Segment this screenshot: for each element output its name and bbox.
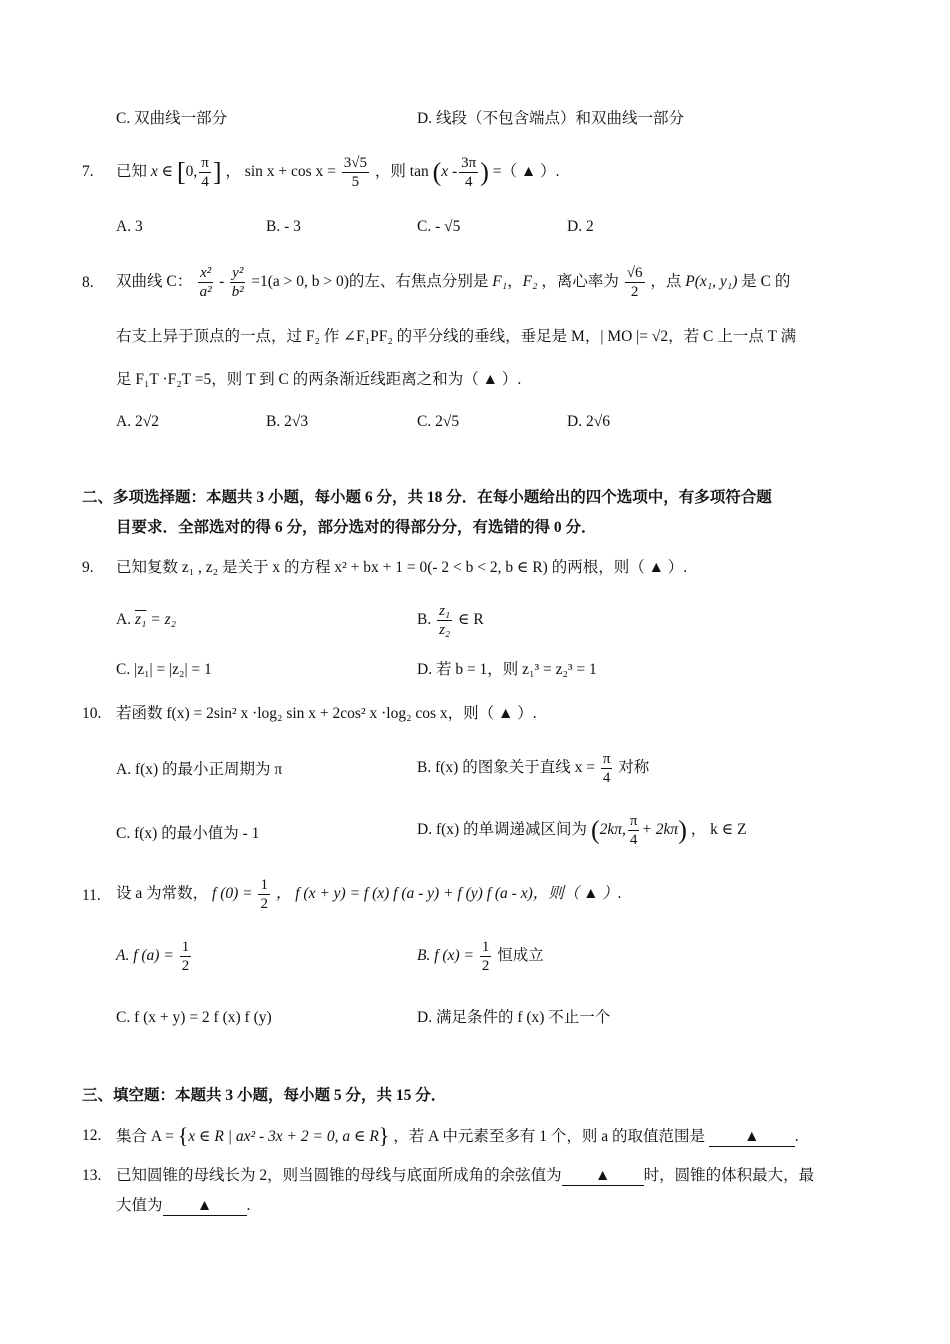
q10-option-d: D. f(x) 的单调递减区间为 (2kπ, $\frac{\pi}{4}$ + 2kπ) ， k ∈ Z (417, 812, 747, 848)
q11-option-a: A. f (a) = $\frac{1}{2}$ (116, 938, 190, 974)
q6-option-d: D. 线段（不包含端点）和双曲线一部分 (417, 110, 684, 127)
section3-heading: 三、填空题：本题共 3 小题，每小题 5 分，共 15 分． (82, 1087, 447, 1104)
q7-option-d: D. 2 (567, 218, 594, 235)
q13-answer-blank-1[interactable]: ▲ (562, 1167, 644, 1186)
q12-number: 12. (82, 1127, 102, 1144)
q8-option-c: C. 2√5 (417, 413, 460, 430)
q6-option-c: C. 双曲线一部分 (116, 110, 228, 127)
q12-stem: 集合 A = {x ∈ R | ax² - 3x + 2 = 0, a ∈ R} ，若 A 中元素至多有 1 个，则 a 的取值范围是 ▲ . (116, 1123, 799, 1148)
q10-option-b: B. f(x) 的图象关于直线 x = $\frac{\pi}{4}$ 对称 (417, 750, 650, 786)
q8-number: 8. (82, 274, 94, 291)
q11-option-d: D. 满足条件的 f (x) 不止一个 (417, 1009, 611, 1026)
q7-option-b: B. - 3 (266, 218, 301, 235)
q13-stem-line2: 大值为 ▲ . (116, 1197, 251, 1214)
q7-option-c: C. - √5 (417, 218, 461, 235)
q10-stem: 若函数 f(x) = 2sin² x ·log₂ sin x + 2cos² x ·log₂ cos x，则（ ▲ ）. (116, 705, 537, 722)
q11-stem: 设 a 为常数， f (0) = $\frac{1}{2}$ ， f (x + y) = f (x) f (a - y) + f (y) f (a - x)，则（ ▲ ）. (116, 876, 622, 912)
q13-stem-line1: 已知圆锥的母线长为 2，则当圆锥的母线与底面所成角的余弦值为 ▲ 时，圆锥的体积最大，最 (116, 1167, 815, 1184)
q10-option-a: A. f(x) 的最小正周期为 π (116, 761, 283, 778)
q9-option-d: D. 若 b = 1，则 z₁³ = z₂³ = 1 (417, 661, 597, 678)
q13-number: 13. (82, 1167, 102, 1184)
section2-instructions: 目要求．全部选对的得 6 分，部分选对的得部分分，有选错的得 0 分． (116, 519, 597, 536)
q8-stem-line2: 右支上异于顶点的一点，过 F₂ 作 ∠F₁PF₂ 的平分线的垂线，垂足是 M，| MO |= √2，若 C 上一点 T 满 (116, 328, 797, 345)
section2-heading: 二、多项选择题：本题共 3 小题，每小题 6 分，共 18 分．在每小题给出的四个选项中，有多项符合题 (82, 489, 772, 506)
q10-number: 10. (82, 705, 102, 722)
q7-option-a: A. 3 (116, 218, 143, 235)
q10-option-c: C. f(x) 的最小值为 - 1 (116, 825, 260, 842)
q11-number: 11. (82, 887, 101, 904)
q13-answer-blank-2[interactable]: ▲ (163, 1197, 247, 1216)
q9-number: 9. (82, 559, 94, 576)
q11-option-c: C. f (x + y) = 2 f (x) f (y) (116, 1009, 272, 1026)
q8-option-b: B. 2√3 (266, 413, 309, 430)
q9-option-a: A. z₁ = z₂ (116, 611, 177, 628)
q8-option-a: A. 2√2 (116, 413, 159, 430)
q12-answer-blank[interactable]: ▲ (709, 1128, 795, 1147)
q7-stem: 已知 x ∈ [0, $\frac{\pi}{4}$ ] ， sin x + cos x = $\frac{3√5}{5}$ ，则 tan (x - $\frac{3\pi}{4}$ ) =（ ▲ ）. (116, 154, 560, 190)
q9-option-c: C. |z₁| = |z₂| = 1 (116, 661, 212, 678)
q8-stem-line3: 足 F₁T ·F₂T =5，则 T 到 C 的两条渐近线距离之和为（ ▲ ）. (116, 371, 522, 388)
q8-stem-line1: 双曲线 C： $\frac{\text{x²}}{\text{a²}}$ - $\frac{\text{y²}}{\text{b²}}$ =1(a > 0, b > 0)的左、右焦点分别是 F₁，F₂ ，离心率为 $\frac{√6}{2}$ ，点 P(x₁, y₁) 是 C 的 (116, 264, 791, 300)
q8-option-d: D. 2√6 (567, 413, 610, 430)
q11-option-b: B. f (x) = $\frac{1}{2}$ 恒成立 (417, 938, 544, 974)
q7-number: 7. (82, 163, 94, 180)
q9-option-b: B. $\frac{\text{z₁}}{\text{z₂}}$ ∈ R (417, 602, 484, 638)
q9-stem: 已知复数 z₁ , z₂ 是关于 x 的方程 x² + bx + 1 = 0(- 2 < b < 2, b ∈ R) 的两根，则（ ▲ ）. (116, 559, 688, 576)
